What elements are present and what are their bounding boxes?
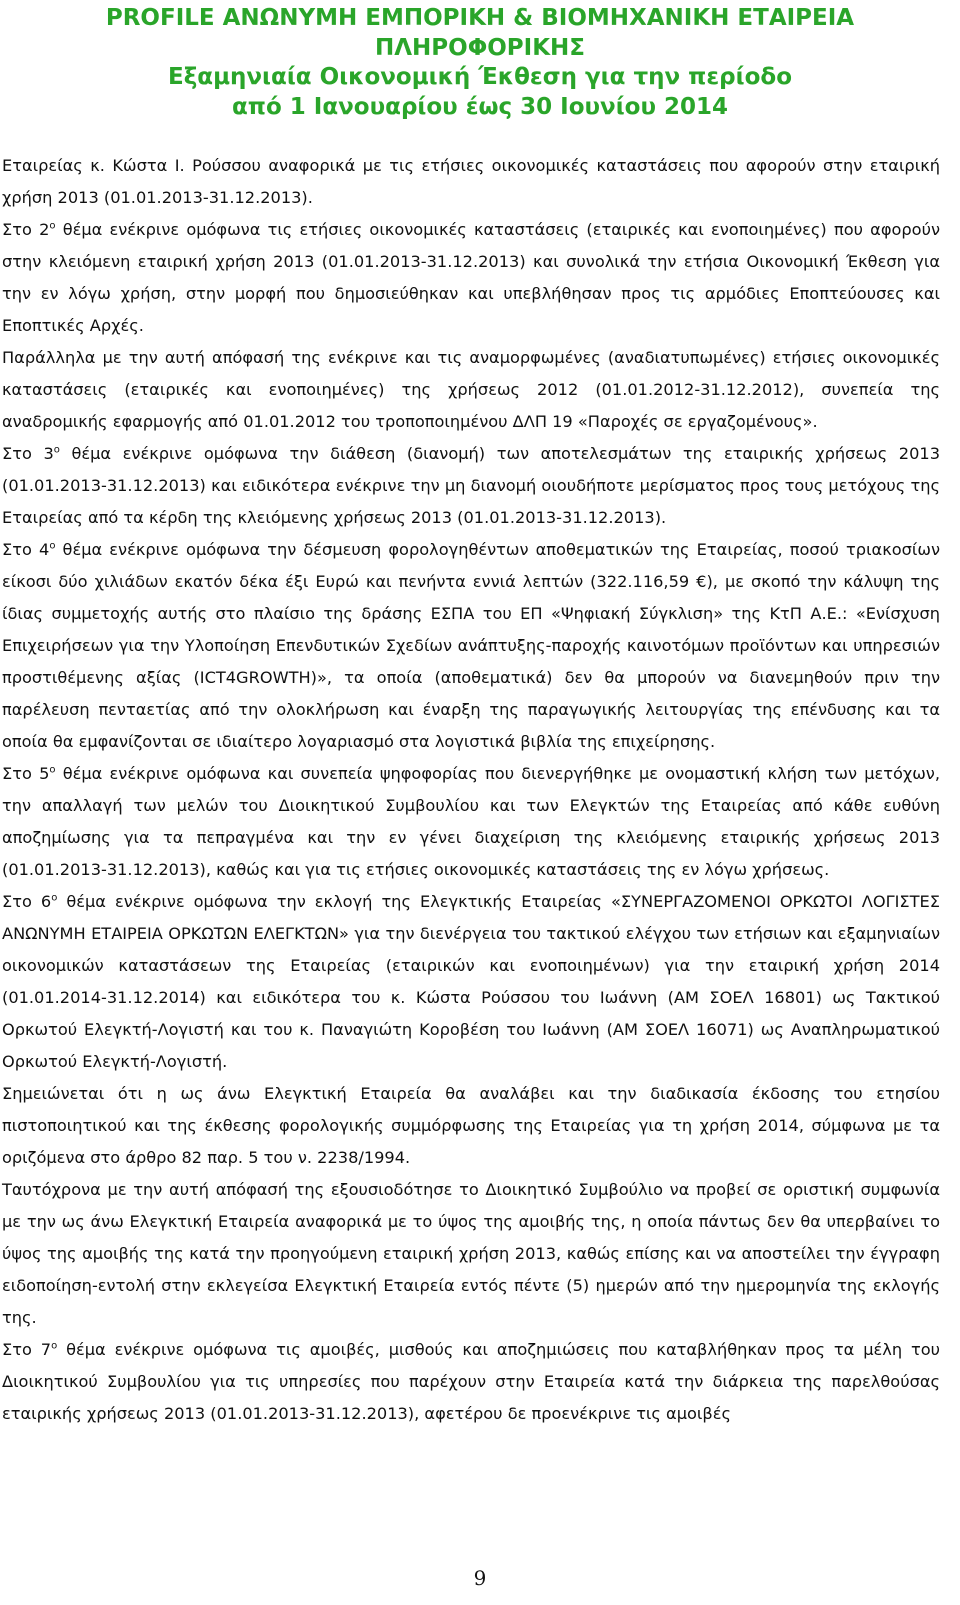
paragraph-5: Στο $4^o$ θέμα ενέκρινε ομόφωνα την δέσμευση φορολογηθέντων αποθεματικών της Εταιρείας, ποσού τριακοσίων είκοσι δύο χιλιάδων εκατόν δέκα έξι Ευρώ και πενήντα εννιά λεπτών (322.116,59 €), με σκοπό την κάλυψη της ίδιας συμμετοχής αυτής στο πλαίσιο της δράσης ΕΣΠΑ του ΕΠ «Ψηφιακή Σύγκλιση» της ΚτΠ Α.Ε.: «Ενίσχυση Επιχειρήσεων για την Υλοποίηση Επενδυτικών Σχεδίων ανάπτυξης-παροχής καινοτόμων προϊόντων και υπηρεσιών προστιθέμενης αξίας (ICT4GROWTH)», τα οποία (αποθεματικά) δεν θα μπορούν να διανεμηθούν πριν την παρέλευση πενταετίας από την ολοκλήρωση και έναρξη της παραγωγικής λειτουργίας της επένδυσης και τα οποία θα εμφανίζονται σε ιδιαίτερο λογαριασμό στα λογιστικά βιβλία της επιχείρησης. — [2, 540, 940, 751]
paragraph-9: Ταυτόχρονα με την αυτή απόφασή της εξουσιοδότησε το Διοικητικό Συμβούλιο να προβεί σε οριστική συμφωνία με την ως άνω Ελεγκτική Εταιρεία αναφορικά με το ύψος της αμοιβής της, η οποία πάντως δεν θα υπερβαίνει το ύψος της αμοιβής της κατά την προηγούμενη εταιρική χρήση 2013, καθώς επίσης και να αποστείλει την έγγραφη ειδοποίηση-εντολή στην εκλεγείσα Ελεγκτική Εταιρεία εντός πέντε (5) ημερών από την ημερομηνία της εκλογής της. — [2, 1180, 940, 1327]
paragraph-10: Στο $7^o$ θέμα ενέκρινε ομόφωνα τις αμοιβές, μισθούς και αποζημιώσεις που καταβλήθηκαν προς τα μέλη του Διοικητικού Συμβουλίου για τις υπηρεσίες που παρέχουν στην Εταιρεία κατά την διάρκεια της παρελθούσας εταιρικής χρήσεως 2013 (01.01.2013-31.12.2013), αφετέρου δε προενέκρινε τις αμοιβές — [2, 1340, 940, 1423]
paragraph-1: Εταιρείας κ. Κώστα Ι. Ρούσσου αναφορικά με τις ετήσιες οικονομικές καταστάσεις που αφορούν στην εταιρική χρήση 2013 (01.01.2013-31.12.2013). — [2, 156, 940, 207]
report-title-line1: Εξαμηνιαία Οικονομική Έκθεση για την περίοδο — [167, 64, 792, 90]
document-body — [2, 150, 940, 1430]
paragraph-4: Στο $3^o$ θέμα ενέκρινε ομόφωνα την διάθεση (διανομή) των αποτελεσμάτων της εταιρικής χρήσεως 2013 (01.01.2013-31.12.2013) και ειδικότερα ενέκρινε την μη διανομή οιουδήποτε μερίσματος προς τους μετόχους της Εταιρείας από τα κέρδη της κλειόμενης χρήσεως 2013 (01.01.2013-31.12.2013). — [2, 444, 941, 527]
paragraph-8: Σημειώνεται ότι η ως άνω Ελεγκτική Εταιρεία θα αναλάβει και την διαδικασία έκδοσης του ετησίου πιστοποιητικού και της έκθεσης φορολογικής συμμόρφωσης της Εταιρείας για τη χρήση 2014, σύμφωνα με τα οριζόμενα στο άρθρο 82 παρ. 5 του ν. 2238/1994. — [2, 1084, 940, 1167]
paragraph-7: Στο $6^o$ θέμα ενέκρινε ομόφωνα την εκλογή της Ελεγκτικής Εταιρείας «ΣΥΝΕΡΓΑΖΟΜΕΝΟΙ ΟΡΚΩΤΟΙ ΛΟΓΙΣΤΕΣ ΑΝΩΝΥΜΗ ΕΤΑΙΡΕΙΑ ΟΡΚΩΤΩΝ ΕΛΕΓΚΤΩΝ» για την διενέργεια του τακτικού ελέγχου των ετήσιων και εξαμηνιαίων οικονομικών καταστάσεων της Εταιρείας (εταιρικών και ενοποιημένων) για την εταιρική χρήση 2014 (01.01.2014-31.12.2014) και ειδικότερα του κ. Κώστα Ρούσσου του Ιωάννη (ΑΜ ΣΟΕΛ 16801) ως Τακτικού Ορκωτού Ελεγκτή-Λογιστή και του κ. Παναγιώτη Κοροβέση του Ιωάννη (ΑΜ ΣΟΕΛ 16071) ως Αναπληρωματικού Ορκωτού Ελεγκτή-Λογιστή. — [2, 892, 940, 1071]
paragraph-3: Παράλληλα με την αυτή απόφασή της ενέκρινε και τις αναμορφωμένες (αναδιατυπωμένες) ετήσιες οικονομικές καταστάσεις (εταιρικές και ενοποιημένες) της χρήσεως 2012 (01.01.2012-31.12.2012), συνεπεία της αναδρομικής εφαρμογής από 01.01.2012 του τροποποιημένου ΔΛΠ 19 «Παροχές σε εργαζομένους». — [2, 348, 940, 431]
report-header — [0, 4, 960, 122]
paragraph-6: Στο $5^o$ θέμα ενέκρινε ομόφωνα και συνεπεία ψηφοφορίας που διενεργήθηκε με ονομαστική κλήση των μετόχων, την απαλλαγή των μελών του Διοικητικού Συμβουλίου και των Ελεγκτών της Εταιρείας από κάθε ευθύνη αποζημίωσης για τα πεπραγμένα και την εν γένει διαχείριση της κλειόμενης εταιρικής χρήσεως 2013 (01.01.2013-31.12.2013), καθώς και για τις ετήσιες οικονομικές καταστάσεις της εν λόγω χρήσεως. — [2, 764, 940, 879]
report-title-line2: από 1 Ιανουαρίου έως 30 Ιουνίου 2014 — [231, 93, 729, 120]
company-name-line1: PROFILE ΑΝΩΝΥΜΗ ΕΜΠΟΡΙΚΗ & ΒΙΟΜΗΧΑΝΙΚΗ ΕΤΑΙΡΕΙΑ — [105, 5, 855, 31]
page-number: 9 — [473, 1566, 487, 1590]
company-name-line2: ΠΛΗΡΟΦΟΡΙΚΗΣ — [374, 34, 585, 61]
paragraph-2: Στο $2^o$ θέμα ενέκρινε ομόφωνα τις ετήσιες οικονομικές καταστάσεις (εταιρικές και ενοποιημένες) που αφορούν στην κλειόμενη εταιρική χρήση 2013 (01.01.2013-31.12.2013) και συνολικά την ετήσια Οικονομική Έκθεση για την εν λόγω χρήση, στην μορφή που δημοσιεύθηκαν και υπεβλήθησαν προς τις αρμόδιες Εποπτεύουσες και Εποπτικές Αρχές. — [2, 220, 940, 335]
